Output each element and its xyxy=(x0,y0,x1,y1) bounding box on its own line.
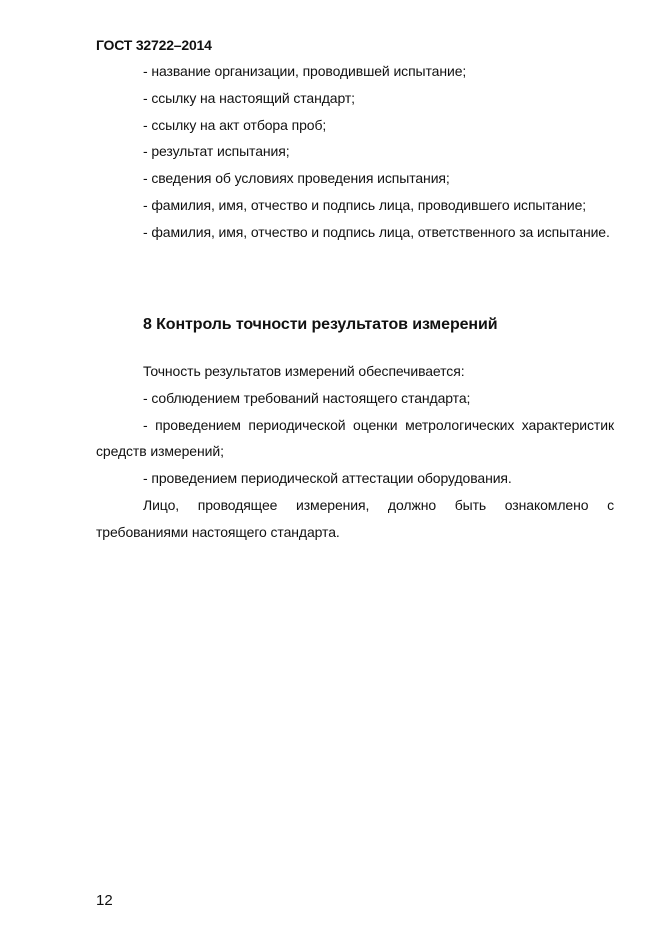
section-heading: 8 Контроль точности результатов измерений xyxy=(143,316,498,333)
page-number: 12 xyxy=(96,892,113,909)
list-item: - сведения об условиях проведения испытания; xyxy=(143,170,450,187)
list-item: - проведением периодической оценки метрологических характеристик средств измерений; xyxy=(96,416,614,460)
document-header: ГОСТ 32722–2014 xyxy=(96,37,212,53)
list-item: - ссылку на настоящий стандарт; xyxy=(143,89,355,106)
closing-paragraph: Лицо, проводящее измерения, должно быть ознакомлено с требованиями настоящего стандарта. xyxy=(96,496,614,540)
section-intro: Точность результатов измерений обеспечивается: xyxy=(143,363,465,379)
list-item: - название организации, проводившей испытание; xyxy=(143,63,467,79)
list-item: - проведением периодической аттестации оборудования. xyxy=(143,470,512,487)
list-item: - результат испытания; xyxy=(143,143,290,160)
report-contents-list xyxy=(96,58,614,246)
list-item: - ссылку на акт отбора проб; xyxy=(143,116,327,133)
section-body xyxy=(96,358,614,546)
list-item: - фамилия, имя, отчество и подпись лица, ответственного за испытание. xyxy=(143,223,610,240)
list-item: - фамилия, имя, отчество и подпись лица, проводившего испытание; xyxy=(143,196,587,213)
list-item: - соблюдением требований настоящего стандарта; xyxy=(143,389,471,406)
